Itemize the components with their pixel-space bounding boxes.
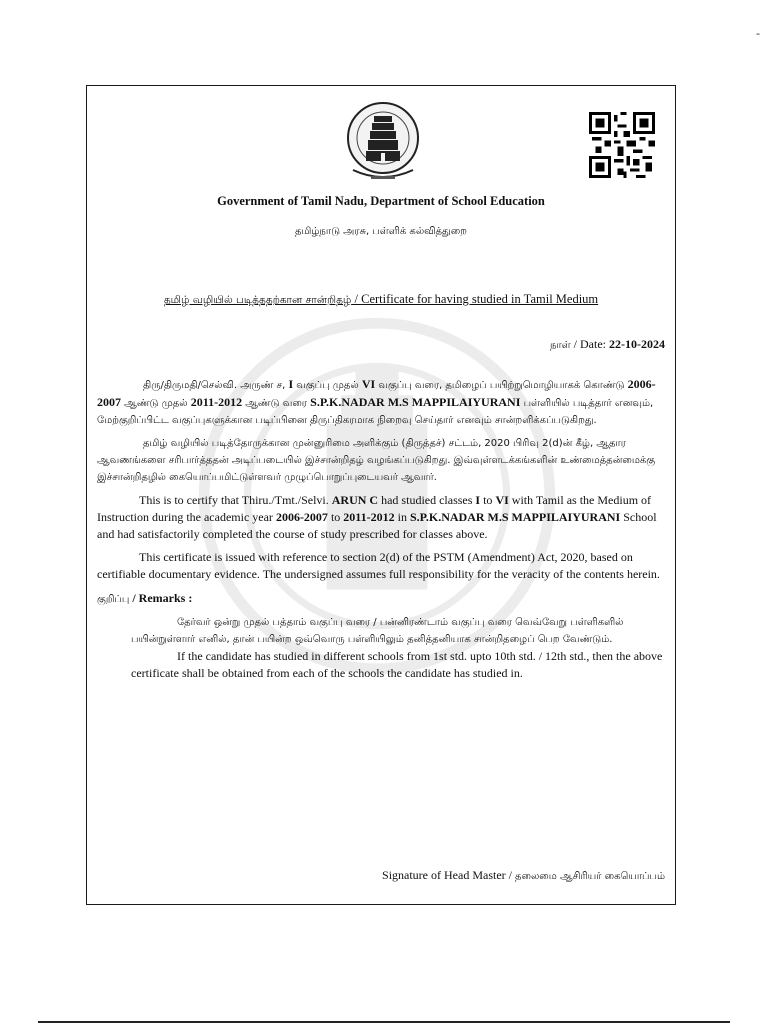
text-segment: திரு/திருமதி/செல்வி. அருண் ச, [143,380,289,391]
heading-separator: / [351,292,362,306]
date-value: 22-10-2024 [609,337,665,351]
date-label-tamil: நாள் [550,340,571,351]
bottom-rule [38,1021,730,1023]
year-to: 2011-2012 [190,395,243,409]
tamil-paragraph-1 [97,376,669,429]
department-title: Government of Tamil Nadu, Department of School Education [217,194,545,208]
english-paragraph-1 [97,492,669,543]
certificate-body [97,376,669,682]
remarks-english: If the candidate has studied in different schools from 1st std. upto 10th std. / 12th std., then the above certificate shall be obtained from each of the schools the candidate has studied in. [131,649,663,680]
to-class: VI [361,377,376,391]
student-name: ARUN C [331,493,379,507]
heading-tamil: தமிழ் வழியில் படித்ததற்கான சான்றிதழ் [163,294,352,306]
year-from: 2006-2007 [275,510,328,524]
english-paragraph-2: This certificate is issued with reference to section 2(d) of the PSTM (Amendment) Act, 2020, based on certifiable documentary evidence. The undersigned assumes full responsibility for the veracity of the contents herein. [97,550,660,581]
text-segment: to [327,510,344,524]
text-segment: ஆண்டு முதல் [121,398,191,409]
from-class: I [288,377,294,391]
from-class: I [475,493,481,507]
remarks-tamil: தேர்வர் ஒன்று முதல் பத்தாம் வகுப்பு வரை / பன்னிரண்டாம் வகுப்பு வரை வெவ்வேறு பள்ளிகளில் பயின்றுள்ளார் எனில், தான் பயின்ற ஒவ்வொரு பள்ளியிலும் தனித்தனியாக சான்றிதழைப் பெற வேண்டும். [131,617,624,645]
text-segment: with Tamil as the Medium of Instruction during the academic year [97,493,652,524]
certificate-frame [86,85,676,905]
date-label-english: / Date: [570,337,609,351]
certificate-heading [87,292,675,307]
signature-separator: / [505,868,515,882]
remarks-label [97,591,669,606]
heading-english: Certificate for having studied in Tamil Medium [361,292,599,306]
text-segment: School and had satisfactorily completed the course of study prescribed for classes above. [97,510,657,541]
year-to: 2011-2012 [343,510,395,524]
text-segment: in [394,510,410,524]
school-name: S.P.K.NADAR M.S MAPPILAIYURANI [409,510,621,524]
tamil-nadu-emblem-icon [345,100,421,186]
remarks-label-english: / Remarks : [129,591,193,605]
qr-code-icon [589,112,655,178]
text-segment: பள்ளியில் படித்தார் எனவும், மேற்குறிப்பிட்ட வகுப்புகளுக்கான படிப்பினை திருப்திகரமாக நிறைவு செய்தார் எனவும் சான்றளிக்கப்படுகிறது. [97,398,654,426]
year-from: 2006-2007 [97,377,656,409]
text-segment: to [480,493,496,507]
head-master-signature [382,868,665,883]
signature-english: Signature of Head Master [382,868,506,882]
signature-tamil: தலைமை ஆசிரியர் கையொப்பம் [515,871,665,882]
text-segment: வகுப்பு முதல் [293,380,362,391]
remarks-label-tamil: குறிப்பு [97,594,130,605]
text-segment: had studied classes [378,493,476,507]
corner-mark: - [756,26,760,40]
text-segment: வகுப்பு வரை, தமிழைப் பயிற்றுமொழியாகக் கொண்டு [375,380,628,391]
department-title-tamil: தமிழ்நாடு அரசு, பள்ளிக் கல்வித்துறை [295,226,467,237]
to-class: VI [495,493,509,507]
text-segment: ஆண்டு வரை [242,398,311,409]
text-segment: This is to certify that Thiru./Tmt./Selvi. [139,493,332,507]
issue-date [550,337,665,352]
tamil-paragraph-2: தமிழ் வழியில் படித்தோருக்கான முன்னுரிமை அளிக்கும் (திருத்தச்) சட்டம், 2020 பிரிவு 2(d)ன் கீழ், ஆதார ஆவணங்களை சரிபார்த்ததன் அடிப்படையில் இச்சான்றிதழ் வழங்கப்படுகிறது. இவ்வுள்ளடக்கங்களின் உண்மைத்தன்மைக்கு இச்சான்றிதழில் கையொப்பமிட்டுள்ளவர் முழுப்பொறுப்புடையவர் ஆவார். [97,438,656,483]
school-name: S.P.K.NADAR M.S MAPPILAIYURANI [310,395,521,409]
